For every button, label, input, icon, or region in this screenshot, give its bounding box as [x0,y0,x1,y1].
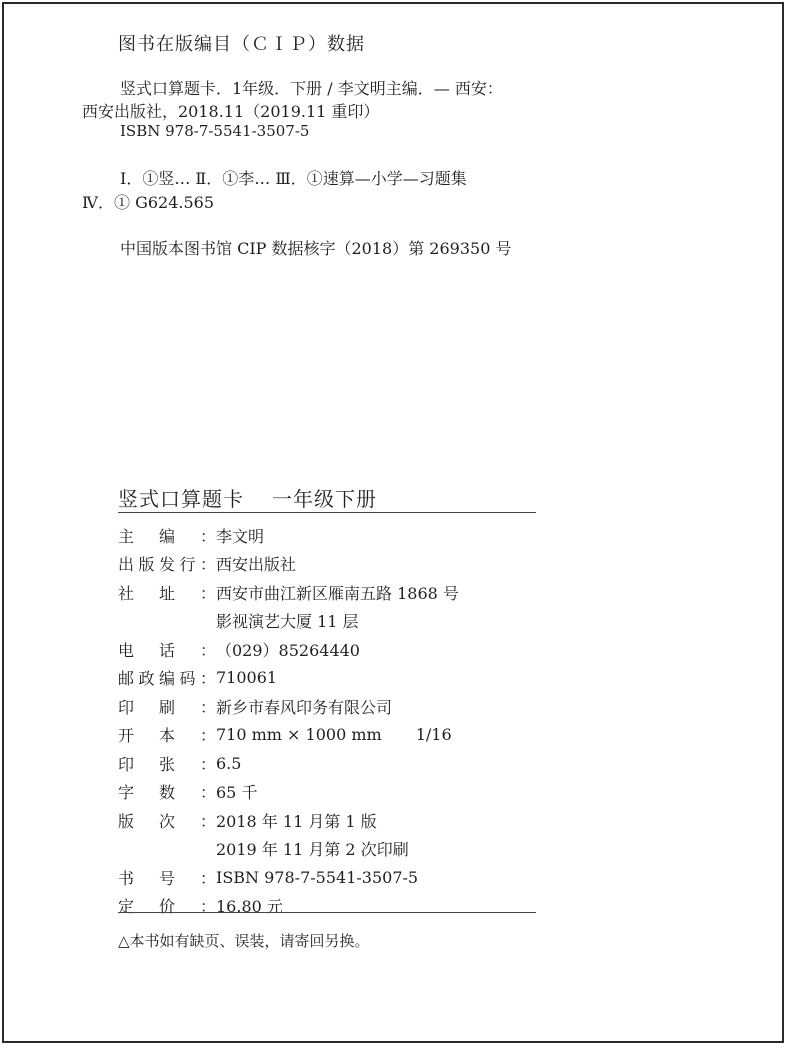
colophon-label-colon: ： [199,868,216,888]
colophon-label-colon: ： [199,526,216,546]
colophon-label-colon: ： [199,555,216,575]
notice-text: △本书如有缺页、误装，请寄回另换。 [118,932,370,950]
colophon-row [118,892,459,921]
colophon-row-value [216,894,283,917]
colophon-label-char: 次 [158,811,175,831]
colophon-row-label [118,552,216,575]
colophon-value-text: 2019 年 11 月第 2 次印刷 [216,840,409,860]
cip-line-publisher: 西安出版社，2018.11（2019.11 重印） [82,102,380,121]
colophon-label-colon: ： [199,697,216,717]
colophon-value-text: （029）85264440 [216,640,360,660]
colophon-label-char: 书 [118,868,135,888]
colophon-row-label [118,638,216,661]
cip-heading: 图书在版编目（ＣＩＰ）数据 [118,34,365,55]
colophon-label-char: 版 [138,555,155,575]
colophon-row [118,778,459,807]
colophon-value-text: 新乡市春风印务有限公司 [216,697,393,717]
colophon-label-char: 发 [158,555,175,575]
colophon-row-label [118,866,216,889]
colophon-row-value [216,837,409,860]
colophon-label-char: 编 [158,526,175,546]
colophon-label-colon: ： [199,811,216,831]
colophon-value-format: 1/16 [415,725,452,745]
colophon-value-text: 16.80 元 [216,897,283,917]
colophon-value-text: 西安市曲江新区雁南五路 1868 号 [216,583,459,603]
book-title-grade: 一年级下册 [272,487,377,511]
colophon-row-label [118,752,216,775]
colophon-label-char: 码 [179,669,196,689]
colophon-label-colon: ： [199,640,216,660]
colophon-row-value [216,695,392,718]
colophon-row-value [216,638,360,661]
colophon-label-char: 印 [118,754,135,774]
colophon-row-value [216,780,257,803]
colophon-value-text: 65 千 [216,783,258,803]
colophon-row-label [118,723,216,746]
colophon-label-colon: ： [199,669,216,689]
colophon-label-colon: ： [199,783,216,803]
colophon-value-text: ISBN 978-7-5541-3507-5 [216,867,419,887]
colophon-label-char: 政 [138,669,155,689]
cip-line-classification: Ⅳ．① G624.565 [82,193,215,212]
colophon-label-char: 社 [118,583,135,603]
colophon-row-value [216,609,359,632]
colophon-row-value [216,754,241,773]
colophon-row [118,635,459,664]
colophon-value-text: 710 mm × 1000 mm [216,725,382,745]
colophon-label-colon: ： [199,583,216,603]
colophon-label-char: 定 [118,897,135,917]
colophon-row [118,721,459,750]
colophon-row-value [216,725,452,744]
colophon-row [118,863,459,892]
colophon-label-colon: ： [199,754,216,774]
book-title-main: 竖式口算题卡 [118,487,244,511]
colophon-label-colon: ： [199,897,216,917]
colophon-row-label [118,695,216,718]
colophon-row-label [118,666,216,689]
colophon-label-char: 本 [158,726,175,746]
colophon-row-label [118,780,216,803]
colophon-value-text: 2018 年 11 月第 1 版 [216,811,377,831]
colophon-label-char: 址 [158,583,175,603]
colophon-row [118,578,459,607]
colophon-label-colon: ： [199,726,216,746]
colophon-row [118,749,459,778]
colophon-value-text: 影视演艺大厦 11 层 [216,612,359,632]
colophon-label-char: 话 [158,640,175,660]
colophon-list [118,521,459,920]
book-title [118,483,377,512]
colophon-label-char: 数 [158,783,175,803]
colophon-row-value [216,668,277,687]
colophon-value-text: 西安出版社 [216,555,297,575]
divider-bottom [118,912,536,913]
colophon-row [118,806,459,835]
colophon-row-value [216,552,296,575]
colophon-row-value [216,868,418,887]
cip-line-subjects: Ⅰ．①竖… Ⅱ．①李… Ⅲ．①速算—小学—习题集 [120,169,467,188]
cip-line-title: 竖式口算题卡．1年级．下册 / 李文明主编．— 西安： [120,79,503,98]
colophon-value-text: 710061 [216,668,278,688]
colophon-label-char: 张 [158,754,175,774]
colophon-row [118,692,459,721]
colophon-label-char: 出 [118,555,135,575]
colophon-label-char: 号 [158,868,175,888]
colophon-row-label [118,809,216,832]
colophon-label-char: 价 [158,897,175,917]
colophon-row-label [118,894,216,917]
colophon-label-char: 刷 [158,697,175,717]
cip-line-isbn: ISBN 978-7-5541-3507-5 [120,122,310,140]
colophon-label-char: 主 [118,526,135,546]
cip-line-record-number: 中国版本图书馆 CIP 数据核字（2018）第 269350 号 [120,239,512,258]
colophon-label-char: 开 [118,726,135,746]
colophon-row-value [216,809,377,832]
colophon-label-char: 邮 [118,669,135,689]
colophon-row [118,607,459,636]
colophon-row-value [216,524,264,547]
colophon-value-text: 李文明 [216,526,265,546]
colophon-label-char: 行 [179,555,196,575]
colophon-row [118,835,459,864]
colophon-label-char: 字 [118,783,135,803]
colophon-label-char: 版 [118,811,135,831]
colophon-row-value [216,581,459,604]
colophon-label-char: 电 [118,640,135,660]
colophon-row [118,664,459,693]
colophon-row [118,550,459,579]
divider-top [118,512,536,513]
colophon-row-label [118,524,216,547]
colophon-value-text: 6.5 [216,753,242,773]
colophon-row-label [118,581,216,604]
colophon-label-char: 编 [158,669,175,689]
colophon-label-char: 印 [118,697,135,717]
colophon-row [118,521,459,550]
